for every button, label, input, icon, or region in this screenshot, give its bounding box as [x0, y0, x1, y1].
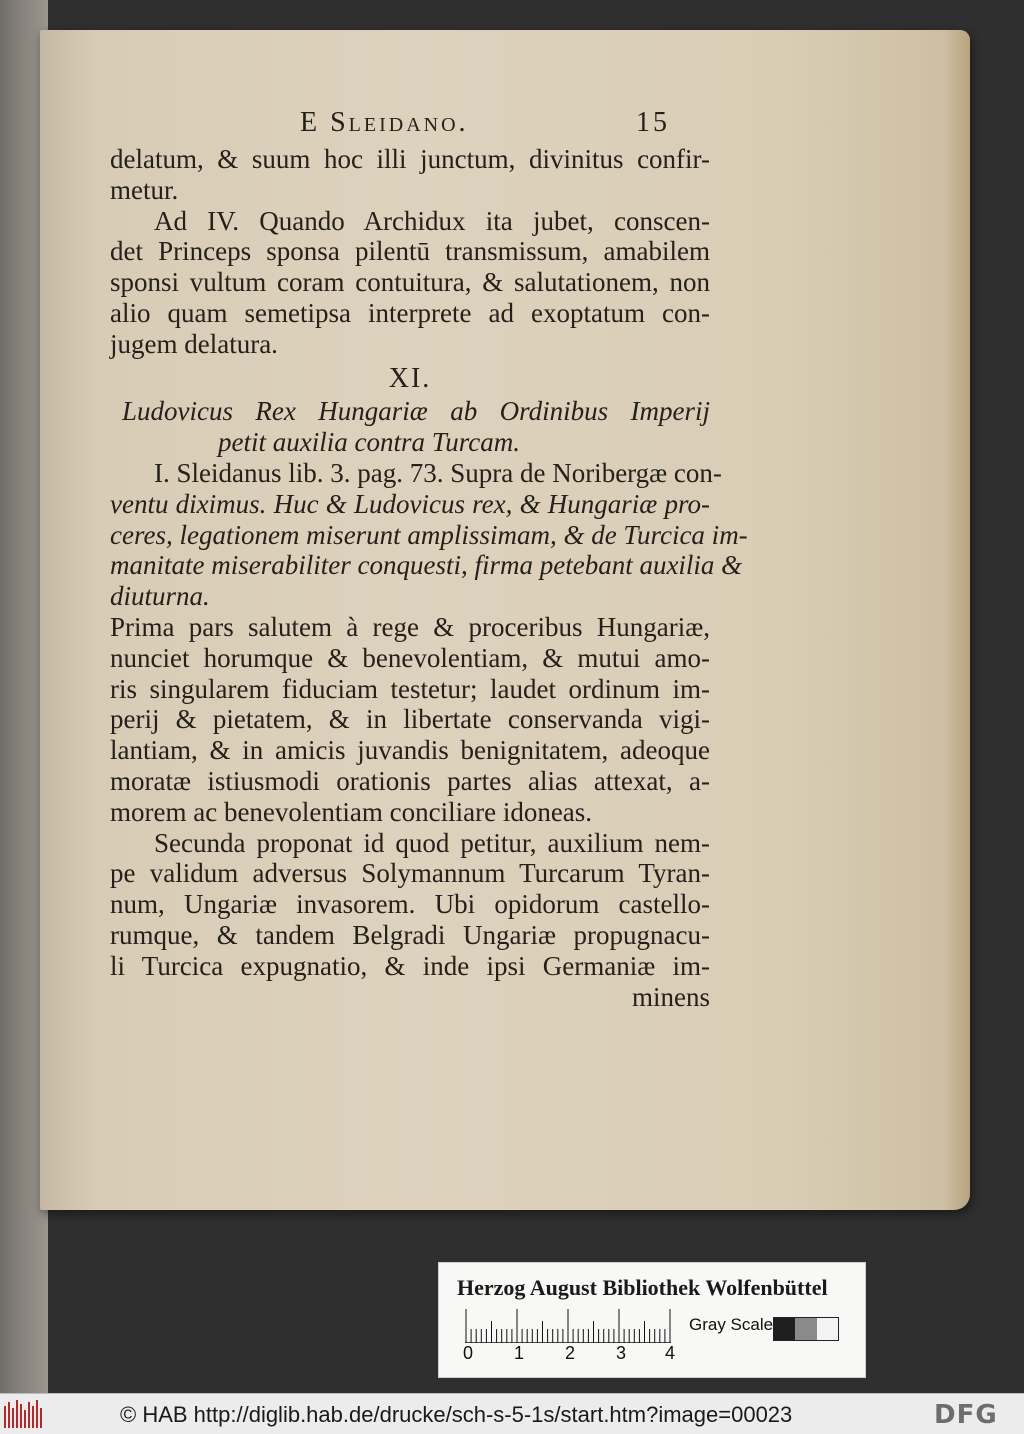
ruler-number: 4 [665, 1343, 676, 1363]
library-name: Herzog August Bibliothek Wolfenbüttel [457, 1275, 828, 1300]
text-line: det Princeps sponsa pilentū transmissum, amabilem [110, 236, 710, 267]
hab-barcode-logo-icon[interactable] [4, 1400, 42, 1428]
ruler-scale [465, 1309, 671, 1343]
text-line: jugem delatura. [110, 328, 278, 359]
ruler-number: 2 [565, 1343, 576, 1363]
gray-scale-swatches [773, 1317, 839, 1341]
section-caption: Ludovicus Rex Hungariæ ab Ordinibus Imperij [122, 396, 710, 427]
gray-swatch-light [817, 1318, 838, 1340]
color-reference-card [438, 1262, 866, 1378]
text-line: pe validum adversus Solymannum Turcarum Tyran- [110, 858, 710, 889]
text-line: manitate miserabiliter conquesti, firma petebant auxilia & [110, 550, 743, 581]
text-line: morem ac benevolentiam conciliare idoneas. [110, 796, 593, 827]
header-title: E Sleidano. [300, 107, 469, 138]
page-text [110, 106, 748, 1012]
text-line: lantiam, & in amicis juvandis benignitatem, adeoque [110, 735, 710, 766]
gray-swatch-mid [795, 1318, 816, 1340]
text-line: ventu diximus. Huc & Ludovicus rex, & Hungariæ pro- [110, 488, 710, 519]
text-line: li Turcica expugnatio, & inde ipsi Germaniæ im- [110, 950, 710, 981]
text-line: Secunda proponat id quod petitur, auxilium nem- [154, 827, 710, 858]
section-caption: petit auxilia contra Turcam. [218, 427, 520, 458]
page-worn-edge [944, 30, 970, 1210]
ruler-number: 3 [616, 1343, 627, 1363]
text-line: rumque, & tandem Belgradi Ungariæ propugnacu- [110, 919, 710, 950]
text-line: Ad IV. Quando Archidux ita jubet, conscen- [154, 205, 710, 236]
dfg-logo[interactable]: DFG [934, 1400, 998, 1430]
page-number: 15 [636, 107, 670, 138]
ruler-number: 0 [463, 1343, 474, 1363]
text-line: moratæ istiusmodi orationis partes alias attexat, a- [110, 765, 710, 796]
text-line: ris singularem fiduciam testetur; laudet ordinum im- [110, 673, 710, 704]
text-line: sponsi vultum coram contuitura, & salutationem, non [110, 267, 710, 298]
running-header [110, 106, 710, 144]
text-line: diuturna. [110, 581, 210, 612]
copyright-url[interactable]: © HAB http://diglib.hab.de/drucke/sch-s-5-1s/start.htm?image=00023 [120, 1402, 793, 1427]
ruler-number: 1 [514, 1343, 525, 1363]
text-line: I. Sleidanus lib. 3. pag. 73. Supra de Noribergæ con- [154, 457, 722, 488]
text-line: nunciet horumque & benevolentiam, & mutui amo- [110, 642, 710, 673]
text-line: delatum, & suum hoc illi junctum, divinitus confir- [110, 144, 710, 174]
gray-swatch-dark [774, 1318, 795, 1340]
ruler-numbers [459, 1343, 699, 1363]
section-number: XI. [388, 362, 432, 394]
text-line: perij & pietatem, & in libertate conservanda vigi- [110, 704, 710, 735]
text-line: num, Ungariæ invasorem. Ubi opidorum castello- [110, 889, 710, 920]
text-line: ceres, legationem miserunt amplissimam, & de Turcica im- [110, 519, 748, 550]
gray-scale-label: Gray Scale [689, 1315, 774, 1334]
text-line: Prima pars salutem à rege & proceribus Hungariæ, [110, 611, 710, 642]
footer-bar [0, 1393, 1024, 1434]
catchword: minens [632, 981, 710, 1012]
text-line: metur. [110, 174, 179, 205]
text-line: alio quam semetipsa interprete ad exoptatum con- [110, 297, 710, 328]
